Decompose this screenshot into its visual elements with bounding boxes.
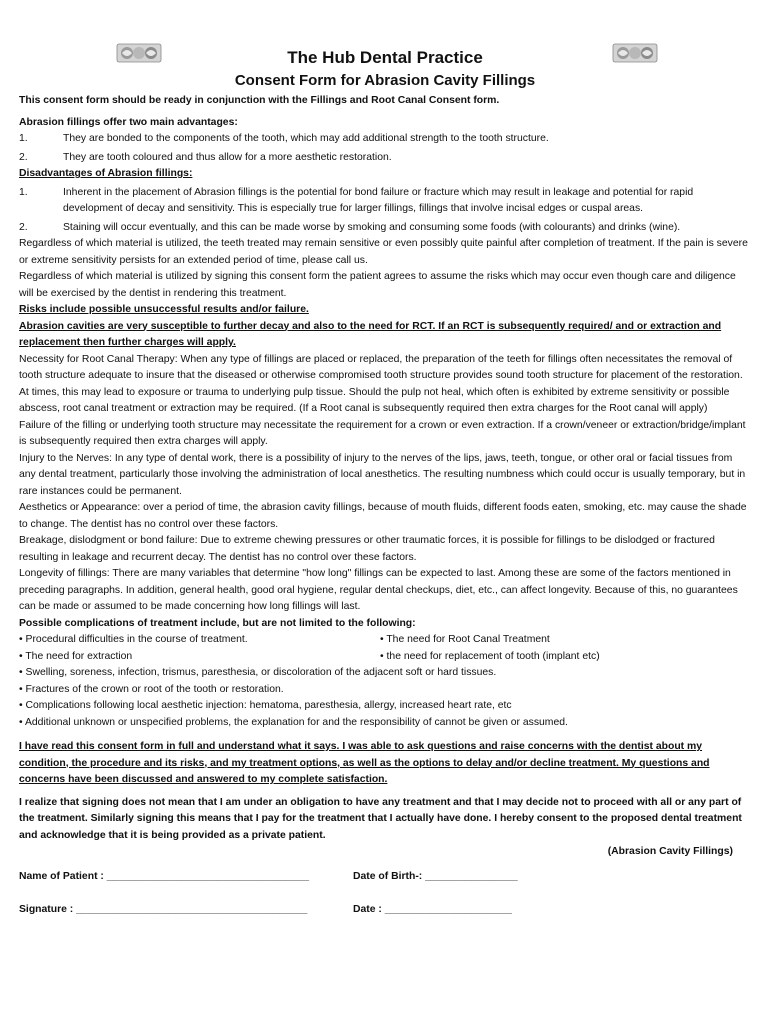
list-item: • the need for replacement of tooth (implant etc) [380,650,600,662]
list-item: • Swelling, soreness, infection, trismus, paresthesia, or discoloration of the adjacent soft or hard tissues. [19,667,497,678]
disadvantages-heading: Disadvantages of Abrasion fillings: [19,168,193,179]
form-body [19,93,749,919]
item-number: 1. [19,133,28,144]
complications-heading: Possible complications of treatment include, but are not limited to the following: [19,617,416,629]
risk-assumption-paragraph: Regardless of which material is utilized by signing this consent form the patient agrees to assume the risks which may occur even though care and diligence will be exercised by the dentist in rendering this treatment. [19,271,736,299]
form-type-tag: (Abrasion Cavity Fillings) [607,846,733,857]
intro-note: This consent form should be ready in conjunction with the Fillings and Root Canal Consent form. [19,95,500,106]
consent-declaration: I realize that signing does not mean that I am under an obligation to have any treatment and that I may decide not to proceed with all or any part of the treatment. Similarly signing this means that I pay for the treatment that I actually have done. I hereby consent to the proposed dental treatment and acknowledge that it is being provided as a private patient. [19,796,742,841]
risks-heading: Risks include possible unsuccessful results and/or failure. [19,304,309,315]
date-of-birth-field[interactable]: Date of Birth-: ________________ [353,870,518,882]
advantages-heading: Abrasion fillings offer two main advantages: [19,116,238,128]
rct-warning: Abrasion cavities are very susceptible to further decay and also to the need for RCT. If an RCT is subsequently required/ and or extraction and replacement then further charges will apply. [19,320,722,348]
list-item: • Procedural difficulties in the course of treatment. [19,634,248,645]
read-declaration: I have read this consent form in full and understand what it says. I was able to ask questions and raise concerns with the dentist about my condition, the procedure and its risks, and my treatment options, as well as the options to delay and/or decline treatment. My questions and concerns have been discussed and answered to my complete satisfaction. [19,741,710,785]
failure-paragraph: Failure of the filling or underlying tooth structure may necessitate the requirement for a crown or even extraction. If a crown/veneer or extraction/bridge/implant is subsequently required then extra charges will apply. [19,419,746,447]
aesthetics-paragraph: Aesthetics or Appearance: over a period of time, the abrasion cavity fillings, because of mouth fluids, different foods eaten, smoking, etc. may cause the shade to change. The dentist has no control over these factors. [19,502,747,530]
item-text: They are bonded to the components of the tooth, which may add additional strength to the tooth structure. [63,133,549,144]
form-title: Consent Form for Abrasion Cavity Fillings [234,72,536,89]
item-number: 2. [19,221,28,233]
patient-name-field[interactable]: Name of Patient : ___________________________________ [19,870,310,882]
advantage-item [19,150,749,167]
date-field[interactable]: Date : ______________________ [353,904,512,915]
disadvantage-item [19,220,749,237]
signature-row [19,902,749,919]
item-number: 1. [19,186,28,198]
root-canal-paragraph: Necessity for Root Canal Therapy: When any type of fillings are placed or replaced, the preparation of the teeth for fillings often necessitates the removal of tooth structure adequate to insure that the diseased or otherwise compromised tooth structure provides sound tooth structure for placement of the restoration. [19,353,743,381]
breakage-paragraph: Breakage, dislodgment or bond failure: Due to extreme chewing pressures or other traumatic forces, it is possible for fillings to be dislodged or fractured resulting in leakage and recurrent decay. The dentist has no control over these factors. [19,535,715,563]
list-item: • The need for extraction [19,650,133,662]
advantage-item [19,131,749,148]
patient-details-row [19,869,749,886]
longevity-paragraph: Longevity of fillings: There are many variables that determine "how long" fillings can be expected to last. Among these are some of the factors mentioned in preceding paragraphs. In addition, general health, good oral hygiene, regular dental checkups, diet, etc., can affect longevity. Because of this, no guarantees can be made or assumed to be made concerning how long fillings will last. [19,568,738,612]
nerve-injury-paragraph: Injury to the Nerves: In any type of dental work, there is a possibility of injury to the nerves of the lips, jaws, teeth, tongue, or other oral or facial tissues from any dental treatment, particularly those involving the administration of local anesthetics. The resulting numbness which could occur is usually temporary, but in rare instances could be permanent. [19,452,746,497]
sensitivity-paragraph: Regardless of which material is utilized, the teeth treated may remain sensitive or even possibly quite painful after completion of treatment. If the pain is severe or extreme sensitivity persists for an extended period of time, please call us. [19,238,748,266]
item-text: Staining will occur eventually, and this can be made worse by smoking and consuming some foods (with colourants) and drinks (wine). [63,221,681,233]
complication-row [19,649,749,666]
item-text: They are tooth coloured and thus allow for a more aesthetic restoration. [63,151,392,163]
item-text: Inherent in the placement of Abrasion fillings is the potential for bond failure or fracture which may result in leakage and potential for rapid development of decay and sensitivity. This is especially true for larger fillings, fillings that involve incisal edges or cuspal areas. [63,186,694,214]
signature-field[interactable]: Signature : ________________________________________ [19,904,308,915]
item-number: 2. [19,151,28,163]
practice-title: The Hub Dental Practice [287,48,483,67]
pulp-exposure-paragraph: At times, this may lead to exposure or trauma to underlying pulp tissue. Should the pulp not heal, which often is exhibited by extreme sensitivity or possible abscess, root canal treatment or extraction may be required. (If a Root canal is subsequently required then extra charges for the Root canal will apply) [19,386,730,414]
list-item: • The need for Root Canal Treatment [380,634,550,645]
complication-row [19,632,749,649]
list-item: • Additional unknown or unspecified problems, the explanation for and the responsibility of cannot be given or assumed. [19,716,568,728]
list-item: • Fractures of the crown or root of the tooth or restoration. [19,683,284,695]
list-item: • Complications following local aesthetic injection: hematoma, paresthesia, allergy, increased heart rate, etc [19,700,512,711]
disadvantage-item [19,185,749,218]
